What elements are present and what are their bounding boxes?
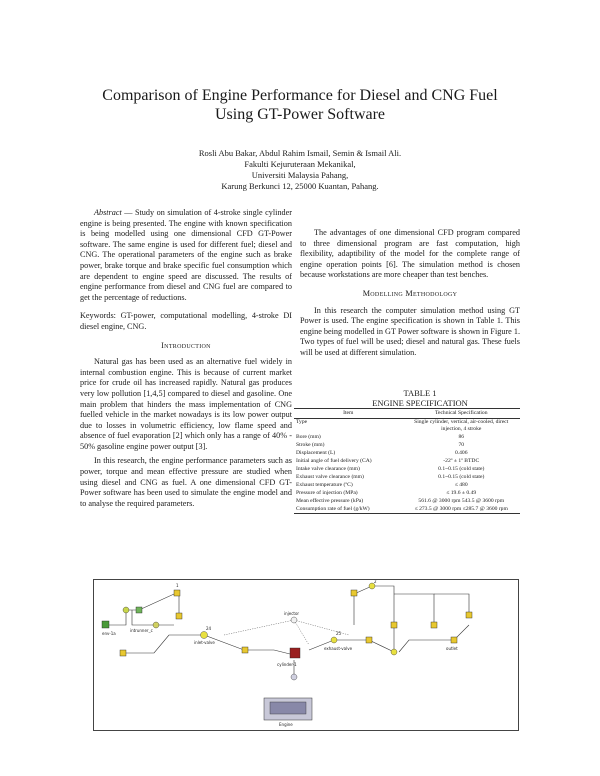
table-row [294,434,520,442]
abstract [80,208,292,303]
exh-valve-block-1 [351,590,357,596]
table-cell-item: Mean effective pressure (kPa) [296,498,364,505]
table-cell-spec: 0.1~0.15 (cold state) [438,466,485,473]
table-header-item: Item [294,409,402,419]
authors: Rosli Abu Bakar, Abdul Rahim Ismail, Semin & Ismail Ali. [198,148,402,158]
table-cell-item: Consumption rate of fuel (g/kW) [294,505,402,513]
injector-icon [291,617,297,623]
engine-spec-table [294,408,520,514]
right-paragraph-1: The advantages of one dimensional CFD program compared to three dimensional program are fast computation, high flexibility, adaptibility of the model for the complete range of engine operation points [6]. The simulation method is chosen because workstations are more cheaper than test benches. [300,228,520,280]
paper-title [40,86,560,124]
table-header-row [294,409,520,419]
method-heading: Modelling Methodology [362,288,458,298]
table-caption [320,388,520,408]
affiliation-2: Universiti Malaysia Pahang, [251,170,349,180]
pipe-block [136,607,142,613]
label-exhaust-valve: exhaust-valve [324,646,353,651]
exh-valve-block-4 [466,612,472,618]
table-row [294,442,520,450]
table-cell-item: Intake valve clearance (mm) [296,466,360,473]
table-cell-item: Bore (mm) [296,434,321,441]
valve-block-1 [174,590,180,596]
table-row [294,466,520,474]
table-header-spec: Technical Specification [402,409,520,419]
label-cylinder: cylinder-1 [277,662,297,667]
keywords: Keywords: GT-power, computational modelling, 4-stroke DI diesel engine, CNG. [80,311,292,331]
engine-model-figure [93,579,519,731]
table-cell-spec: ≤ 19.6 ± 0.49 [446,490,477,497]
label-node-1: 1 [176,583,179,588]
abstract-text: — Study on simulation of 4-stroke single cylinder engine is being presented. The engine with known specification is being modelled using one dimensional CFD GT-Power software. The same engine is used for different fuel; diesel and CNG. The operational parameters of the engine such as brake power, brake torque and brake specific fuel consumption which are dependent to engine speed are discussed. The results of engine performance from diesel and CNG fuel are compared to get the percentage of reductions. [80,208,292,302]
table-cell-item: Exhaust valve clearance (mm) [296,474,364,481]
flow-split-node [153,622,159,628]
method-paragraph-1: In this research the computer simulation method using GT Power is used. The engine specification is shown in Table 1. This engine being modelled in GT Power software is shown in Figure 1. Two types of fuel will be used; diesel and natural gas. These fuels will be used at different simulation. [300,305,520,357]
table-cell-item: Type [296,419,308,426]
label-outlet: outlet [446,646,458,651]
table-row [294,450,520,458]
table-cell-spec: Single cylinder, vertical, air-cooled, direct injection, 4 stroke [414,419,509,433]
table-cell-spec: 0.1~0.15 (cold state) [438,474,485,481]
table-body [294,418,520,514]
label-inlet: inlet-valve [194,640,215,645]
table-row [294,418,520,433]
label-inrunner: intrunner_c [130,628,153,633]
exh-junction-3 [391,649,397,655]
table-row [294,497,520,505]
exhaust-junction [331,637,337,643]
intro-heading: Introduction [161,340,211,350]
intro-paragraph-2: In this research, the engine performance parameters such as power, torque and mean effective pressure are studied when using diesel and CNG as fuel. A one dimensional CFD GT-Power software has been used to simulate the engine model and to analyse the required parameters. [80,456,292,508]
abstract-label: Abstract [94,208,122,217]
runner-block [120,650,126,656]
table-row [294,489,520,497]
left-column [80,208,292,513]
author-block [100,148,500,192]
table-cell-item: Pressure of injection (MPa) [296,490,358,497]
junction-node [123,607,129,613]
outlet-block [451,637,457,643]
intake-junction [201,632,208,639]
title-line-1: Comparison of Engine Performance for Diesel and CNG Fuel [102,87,498,104]
label-engine: Engine [279,722,293,727]
label-injector: injector [284,611,300,616]
table-cell-spec: ≤ 480 [454,482,468,489]
table-cell-spec: ≤ 273.5 @ 3000 rpm ≤285.7 @ 3600 rpm [402,505,520,513]
cylinder-icon [290,648,300,658]
table-cell-spec: -22º ± 1º BTDC [443,458,480,465]
intake-pipe [242,647,248,653]
table-caption-title: ENGINE SPECIFICATION [372,398,468,408]
right-column [300,228,520,363]
title-line-2: Using GT-Power Software [214,106,386,123]
table-row [294,474,520,482]
table-cell-item: Initial angle of fuel delivery (CA) [296,458,372,465]
table-row [294,481,520,489]
exh-valve-block-2 [391,622,397,628]
table-cell-spec: 70 [458,442,465,449]
gt-power-model-diagram [94,580,518,730]
env-inlet-block [102,621,109,628]
label-node-25: 25 [336,631,342,636]
crank-icon [291,674,297,680]
table-cell-spec: 561.6 @ 3000 rpm 543.5 @ 3600 rpm [418,498,505,505]
exhaust-pipe [366,637,372,643]
table-row [294,505,520,513]
exh-valve-block-3 [431,622,437,628]
valve-block-2 [176,613,182,619]
engine-block-inner [270,702,306,714]
label-node-24: 24 [206,626,212,631]
label-env1: env-1a [102,631,116,636]
table-cell-item: Displacement (L) [296,450,336,457]
label-node-2: 2 [374,580,377,584]
table-cell-item: Stroke (mm) [296,442,325,449]
table-row [294,458,520,466]
table-cell-spec: 86 [458,434,465,441]
affiliation-1: Fakulti Kejuruteraan Mekanikal, [244,159,356,169]
table-cell-item: Exhaust temperature (ºC) [296,482,353,489]
table-cell-spec: 0.406 [454,450,468,457]
affiliation-3: Karung Berkunci 12, 25000 Kuantan, Pahang. [221,181,379,191]
intro-paragraph-1: Natural gas has been used as an alternative fuel widely in internal combustion engine. This is because of current market price for crude oil has increased rapidly. Natural gas produces very low pollution [1,4,5] compared to diesel and gasoline. One main problem that hinders the mass implementation of CNG fuelled vehicle in the market nowadays is its low power output due to losses in volumetric efficiency, low flame speed and absence of fuel evaporation [2] which only has a range of 40% - 50% gasoline engine power output [3]. [80,357,292,451]
table-caption-number: TABLE 1 [403,388,437,398]
